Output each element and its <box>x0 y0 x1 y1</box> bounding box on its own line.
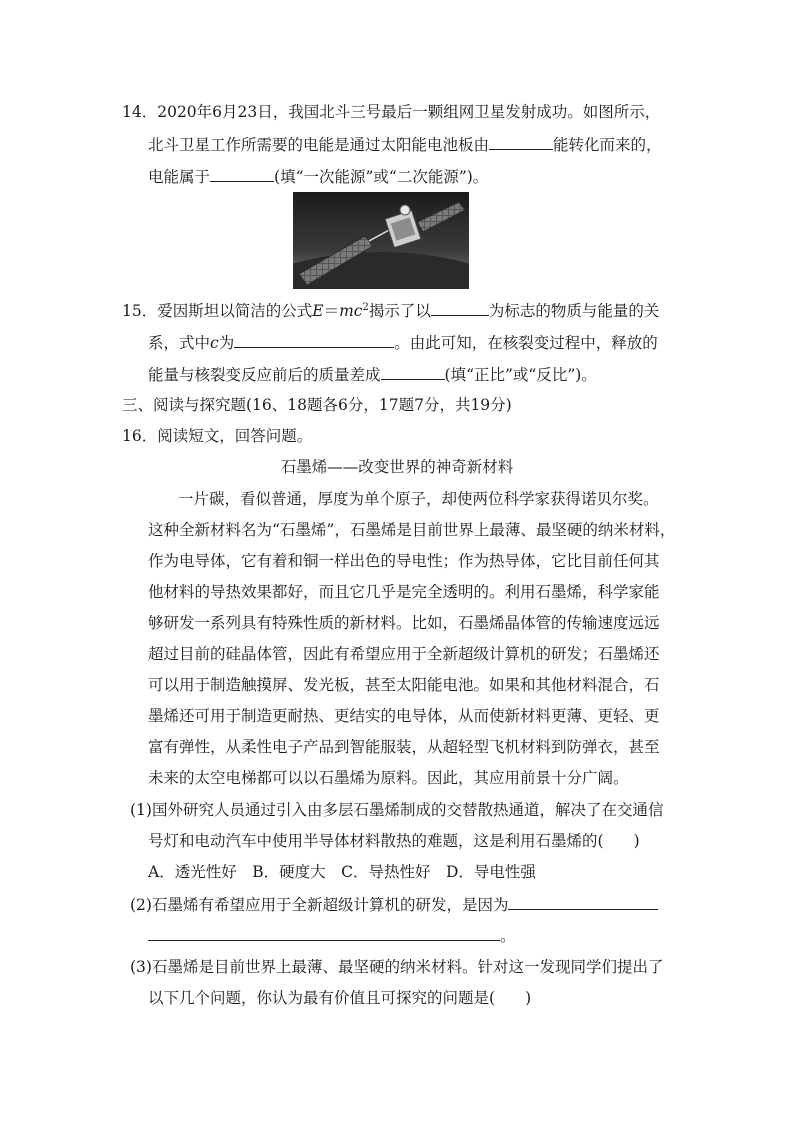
q15-line-1-text-a: 15．爱因斯坦以简洁的公式 <box>122 302 313 320</box>
sub1-line-1: (1)国外研究人员通过引入由多层石墨烯制成的交替散热通道，解决了在交通信 <box>130 801 664 819</box>
sub2-end-mark: 。 <box>500 927 516 945</box>
article-para-line-9: 富有弹性，从柔性电子产品到智能服装，从超轻型飞机材料到防弹衣，甚至 <box>148 738 660 756</box>
sub2-blank-2[interactable] <box>148 925 500 941</box>
sub3-line-1: (3)石墨烯是目前世界上最薄、最坚硬的纳米材料。针对这一发现同学们提出了 <box>130 958 664 976</box>
q16-intro: 16．阅读短文，回答问题。 <box>122 427 313 445</box>
sub2-line-1 <box>130 894 658 915</box>
q15-line-3 <box>148 364 597 385</box>
sub1-line-2-text: 号灯和电动汽车中使用半导体材料散热的难题，这是利用石墨烯的( <box>148 832 604 850</box>
article-para-line-10: 未来的太空电梯都可以以石墨烯为原料。因此，其应用前景十分广阔。 <box>148 769 629 787</box>
formula-exponent: 2 <box>362 301 369 313</box>
q14-line-2 <box>148 134 662 155</box>
article-para-line-4: 他材料的导热效果都好，而且它几乎是完全透明的。利用石墨烯，科学家能 <box>148 583 660 601</box>
q14-line-3 <box>148 166 488 187</box>
q14-line-1: 14．2020年6月23日，我国北斗三号最后一颗组网卫星发射成功。如图所示， <box>122 103 661 121</box>
q15-line-2-text-a: 系，式中 <box>148 334 211 352</box>
sub3-line-2-text: 以下几个问题，你认为最有价值且可探究的问题是( <box>148 989 496 1007</box>
q15-line-1 <box>122 300 659 321</box>
q15-line-2-text-c: 。由此可知，在核裂变过程中，释放的 <box>394 334 658 352</box>
article-para-line-7: 可以用于制造触摸屏、发光板，甚至太阳能电池。如果和其他材料混合，石 <box>148 676 660 694</box>
article-para-line-2: 这种全新材料名为“石墨烯”，石墨烯是目前世界上最薄、最坚硬的纳米材料， <box>148 521 676 539</box>
section-3-heading: 三、阅读与探究题(16、18题各6分，17题7分，共19分) <box>122 396 512 414</box>
article-para-line-5: 够研发一系列具有特殊性质的新材料。比如，石墨烯晶体管的传输速度远远 <box>148 614 660 632</box>
sub1-options: A．透光性好 B．硬度大 C．导热性好 D．导电性强 <box>148 863 536 881</box>
q14-line-3-text-b: (填“一次能源”或“二次能源”)。 <box>274 168 489 186</box>
q15-line-3-text-a: 能量与核裂变反应前后的质量差成 <box>148 366 381 384</box>
q14-line-2-text-a: 北斗卫星工作所需要的电能是通过太阳能电池板由 <box>148 136 490 154</box>
article-para-line-3: 作为电导体，它有着和铜一样出色的导电性；作为热导体，它比目前任何其 <box>148 552 660 570</box>
satellite-image <box>293 192 469 289</box>
q15-blank-2[interactable] <box>234 332 394 348</box>
sub1-close-paren: ) <box>633 832 640 850</box>
var-c: c <box>210 334 219 352</box>
sub2-line-2 <box>148 925 516 946</box>
article-para-line-6: 超过目前的硅晶体管，因此有希望应用于全新超级计算机的研发；石墨烯还 <box>148 645 660 663</box>
article-para-line-8: 墨烯还可用于制造更耐热、更结实的电导体，从而使新材料更薄、更轻、更 <box>148 707 660 725</box>
sub3-line-2 <box>148 988 531 1008</box>
q14-line-3-text-a: 电能属于 <box>148 168 211 186</box>
q15-blank-1[interactable] <box>431 300 489 316</box>
q15-blank-3[interactable] <box>381 364 445 380</box>
formula-mc: mc <box>339 302 363 320</box>
q15-line-2-text-b: 为 <box>218 334 235 352</box>
antenna-dish <box>400 205 410 215</box>
sub2-line-1-text: (2)石墨烯有希望应用于全新超级计算机的研发，是因为 <box>130 896 509 914</box>
article-title: 石墨烯——改变世界的神奇新材料 <box>280 458 514 476</box>
q14-blank-1[interactable] <box>489 134 553 150</box>
sub2-blank-1[interactable] <box>508 894 658 910</box>
q15-line-1-text-c: 为标志的物质与能量的关 <box>488 302 660 320</box>
formula-e: E <box>312 302 324 320</box>
sub1-line-2 <box>148 831 640 851</box>
q15-line-2 <box>148 332 658 353</box>
formula-equals: ＝ <box>323 302 340 320</box>
q15-line-1-text-b: 揭示了以 <box>368 302 431 320</box>
sub3-close-paren: ) <box>525 989 532 1007</box>
q14-line-2-text-b: 能转化而来的， <box>553 136 662 154</box>
q14-blank-2[interactable] <box>210 166 274 182</box>
article-para-line-1: 一片碳，看似普通，厚度为单个原子，却使两位科学家获得诺贝尔奖。 <box>178 490 659 508</box>
q15-line-3-text-b: (填“正比”或“反比”)。 <box>444 366 597 384</box>
